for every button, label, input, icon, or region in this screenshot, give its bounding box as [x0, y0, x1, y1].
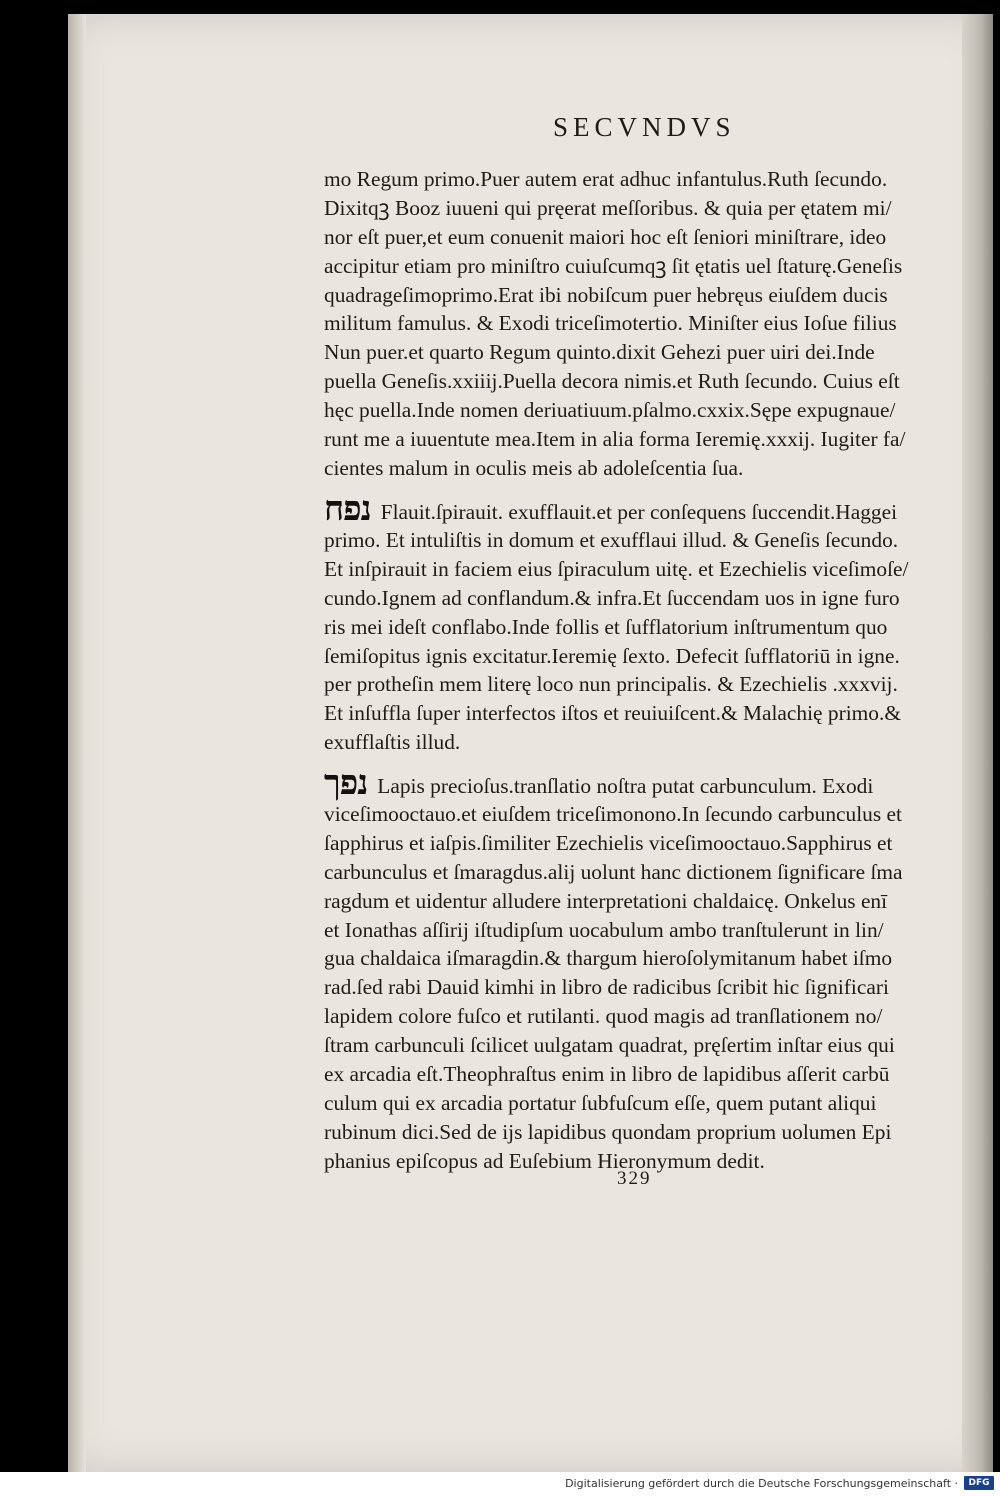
- text-line: quadrageſimoprimo.Erat ibi nobiſcum puer hebręus eiuſdem ducis: [324, 282, 888, 307]
- dfg-logo: DFG: [964, 1476, 994, 1490]
- text-line: ragdum et uidentur alludere interpretationi chaldaicę. Onkelus enī: [324, 888, 888, 913]
- text-line: militum famulus. & Exodi triceſimotertio. Miniſter eius Ioſue filius: [324, 311, 897, 336]
- text-line: cientes malum in oculis meis ab adoleſcentia ſua.: [324, 455, 744, 480]
- text-line: viceſimooctauo.et eiuſdem triceſimonono.In ſecundo carbunculus et: [324, 802, 902, 826]
- text-line: puella Geneſis.xxiiij.Puella decora nimis.et Ruth ſecundo. Cuius eſt: [324, 369, 900, 394]
- text-line: et Ionathas aſſirij iſtudipſum uocabulum ambo tranſtulerunt in lin/: [324, 917, 884, 942]
- text-line: ſtram carbunculi ſcilicet uulgatam quadrat, pręſertim inſtar eius qui: [324, 1033, 895, 1058]
- text-line: Dixitqꝫ Booz iuueni qui pręerat meſſoribus. & quia per ętatem mi/: [324, 195, 892, 220]
- text-line: runt me a iuuentute mea.Item in alia forma Ieremię.xxxij. Iugiter fa/: [324, 427, 906, 452]
- folio-number: 329: [617, 1168, 652, 1189]
- hebrew-headword: נפח: [324, 489, 371, 529]
- hebrew-headword: נפך: [324, 763, 368, 803]
- text-line: cundo.Ignem ad conflandum.& infra.Et ſuccendam uos in igne furo: [324, 585, 900, 610]
- running-head: SECVNDVS: [553, 112, 736, 142]
- text-line: carbunculus et ſmaragdus.alij uolunt hanc dictionem ſignificare ſma: [324, 859, 903, 884]
- text-line: Et inſpirauit in faciem eius ſpiraculum uitę. et Ezechielis viceſimoſe/: [324, 556, 909, 581]
- text-line: ſemiſopitus ignis excitatur.Ieremię ſexto. Defecit ſufflatoriū in igne.: [324, 643, 900, 668]
- text-line: accipitur etiam pro miniſtro cuiuſcumqꝫ ſit ętatis uel ſtaturę.Geneſis: [324, 253, 903, 278]
- entry-nophech: [324, 760, 964, 1176]
- text-line: ris mei ideſt conflabo.Inde follis et ſufflatorium inſtrumentum quo: [324, 614, 888, 639]
- entry-first-line: Flauit.ſpirauit. exufflauit.et per conſequens ſuccendit.Haggei: [380, 500, 898, 524]
- text-line: hęc puella.Inde nomen deriuatiuum.pſalmo.cxxix.Sępe expugnaue/: [324, 398, 896, 423]
- text-line: gua chaldaica iſmaragdin.& thargum hieroſolymitanum habet iſmo: [324, 946, 893, 971]
- text-line: Nun puer.et quarto Regum quinto.dixit Gehezi puer uiri dei.Inde: [324, 340, 875, 365]
- text-line: phanius epiſcopus ad Euſebium Hieronymum dedit.: [324, 1148, 765, 1173]
- text-line: per protheſin mem literę loco nun principalis. & Ezechielis .xxxvij.: [324, 672, 898, 697]
- entry-head-line: [324, 486, 964, 529]
- entry-naphach: [324, 486, 964, 757]
- entry-body: [324, 526, 964, 757]
- entry-first-line: Lapis precioſus.tranſlatio noſtra putat carbunculum. Exodi: [377, 774, 874, 798]
- text-line: primo. Et intuliſtis in domum et exufflaui illud. & Geneſis ſecundo.: [324, 528, 899, 552]
- text-line: ſapphirus et iaſpis.ſimiliter Ezechielis viceſimooctauo.Sapphirus et: [324, 830, 893, 855]
- text-line: culum qui ex arcadia portatur ſubfuſcum eſſe, quem putant aliqui: [324, 1090, 877, 1115]
- text-line: rubinum dici.Sed de ijs lapidibus quondam proprium uolumen Epi: [324, 1119, 892, 1144]
- paragraph-continuation: [324, 165, 964, 483]
- text-line: ex arcadia eſt.Theophraſtus enim in libro de lapidibus aſſerit carbū: [324, 1062, 890, 1087]
- page-right-edge: [962, 14, 993, 1472]
- text-line: exufflaſtis illud.: [324, 730, 461, 755]
- entry-body: [324, 800, 964, 1176]
- text-line: mo Regum primo.Puer autem erat adhuc infantulus.Ruth ſecundo.: [324, 167, 888, 191]
- text-line: rad.ſed rabi Dauid kimhi in libro de radicibus ſcribit hic ſignificari: [324, 975, 889, 1000]
- text-line: nor eſt puer,et eum conuenit maiori hoc eſt ſeniori miniſtrare, ideo: [324, 224, 887, 249]
- entry-head-line: [324, 760, 964, 803]
- digitization-credit: Digitalisierung gefördert durch die Deutsche Forschungsgemeinschaft ·: [565, 1477, 958, 1490]
- text-line: lapidem colore fuſco et rutilanti. quod magis ad tranſlationem no/: [324, 1004, 883, 1029]
- page-left-edge: [68, 14, 86, 1472]
- text-line: Et inſuffla ſuper interfectos iſtos et reuiuiſcent.& Malachię primo.&: [324, 701, 901, 726]
